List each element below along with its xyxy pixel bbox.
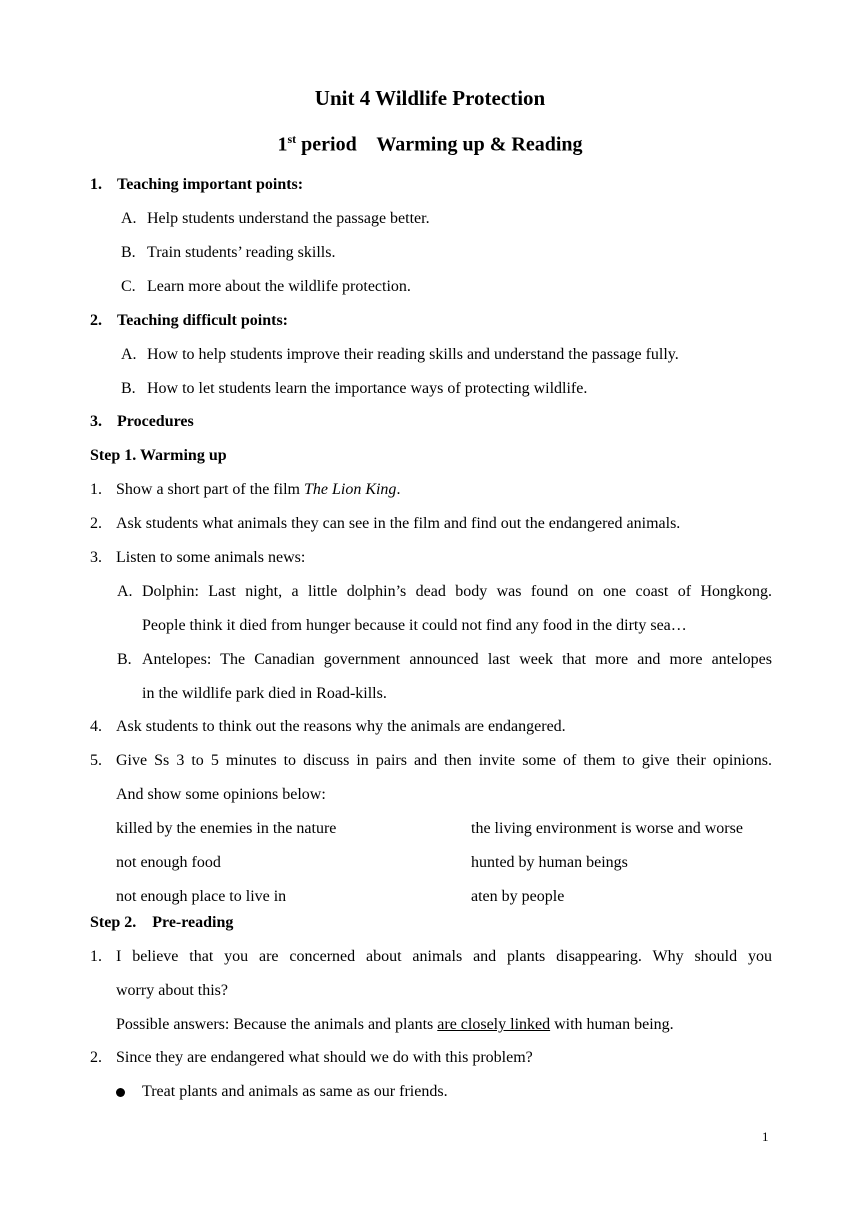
step2-item-1: 1.: [90, 948, 102, 965]
opinion-right-3: aten by people: [471, 888, 565, 905]
sec2-item-b: B. How to let students learn the importance ways of protecting wildlife.: [121, 380, 588, 397]
step2-item-1-line1: I believe that you are concerned about animals and plants disappearing. Why should you: [116, 948, 772, 965]
news-item-a-line2: People think it died from hunger because it could not find any food in the dirty sea…: [142, 617, 687, 634]
sec1-item-a: A. Help students understand the passage better.: [121, 210, 430, 227]
opinion-left-1: killed by the enemies in the nature: [116, 820, 337, 837]
sec1-item-b: B. Train students’ reading skills.: [121, 244, 336, 261]
section-1-heading: 1. Teaching important points:: [90, 176, 304, 193]
news-item-a-line1: Dolphin: Last night, a little dolphin’s dead body was found on one coast of Hongkong.: [142, 583, 772, 600]
step1-item-5-line1: Give Ss 3 to 5 minutes to discuss in pairs and then invite some of them to give their opinions.: [116, 752, 772, 769]
bullet-item: Treat plants and animals as same as our friends.: [116, 1082, 772, 1102]
underlined-phrase: are closely linked: [437, 1016, 551, 1033]
step-2-heading: Step 2. Pre-reading: [90, 914, 234, 931]
sec1-item-c: C. Learn more about the wildlife protection.: [121, 278, 411, 295]
opinion-left-3: not enough place to live in: [116, 888, 287, 905]
opinion-right-2: hunted by human beings: [471, 854, 628, 871]
step1-item-2: 2. Ask students what animals they can see in the film and find out the endangered animals.: [90, 515, 681, 532]
news-item-b-line1: Antelopes: The Canadian government announced last week that more and more antelopes: [142, 651, 772, 668]
page-number: 1: [762, 1129, 769, 1144]
section-3-heading: 3. Procedures: [90, 413, 194, 430]
step1-item-5: 5.: [90, 752, 102, 769]
opinion-right-1: the living environment is worse and worse: [471, 820, 743, 837]
news-item-b: B.: [117, 651, 132, 668]
sec2-item-a: A. How to help students improve their reading skills and understand the passage fully.: [121, 346, 679, 363]
step2-item-2: 2. Since they are endangered what should we do with this problem?: [90, 1049, 533, 1066]
possible-answer: Possible answers: Because the animals and plants are closely linked with human being.: [116, 1016, 674, 1033]
step1-item-1: 1. Show a short part of the film The Lion King.: [90, 481, 401, 498]
document-subtitle: 1st period Warming up & Reading: [277, 132, 583, 156]
news-item-b-line2: in the wildlife park died in Road-kills.: [142, 685, 387, 702]
step1-item-4: 4. Ask students to think out the reasons why the animals are endangered.: [90, 718, 566, 735]
step1-item-3: 3. Listen to some animals news:: [90, 549, 306, 566]
step1-item-5-line2: And show some opinions below:: [116, 786, 326, 803]
bullet-dot-icon: [116, 1088, 125, 1097]
film-title: The Lion King: [303, 481, 397, 498]
document-title: Unit 4 Wildlife Protection: [314, 86, 546, 110]
opinion-left-2: not enough food: [116, 854, 221, 871]
news-item-a: A.: [117, 583, 133, 600]
section-2-heading: 2. Teaching difficult points:: [90, 312, 288, 329]
step-1-heading: Step 1. Warming up: [90, 447, 227, 464]
step2-item-1-line2: worry about this?: [116, 982, 228, 999]
